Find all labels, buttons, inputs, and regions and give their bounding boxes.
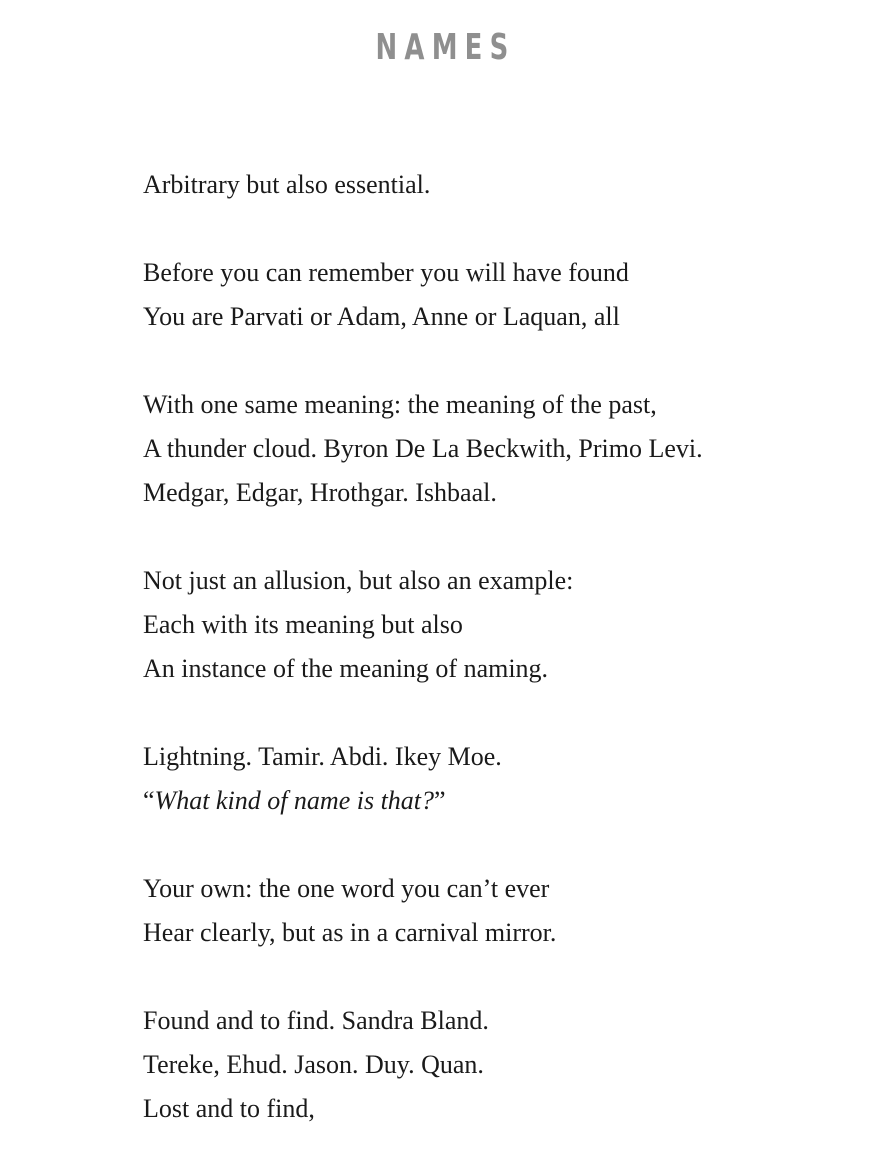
poem-line: Each with its meaning but also — [143, 610, 463, 639]
poem-line: You are Parvati or Adam, Anne or Laquan, all — [143, 302, 620, 331]
close-quote: ” — [434, 786, 446, 815]
poem-line-quote — [143, 786, 446, 816]
poem-body — [143, 0, 863, 1154]
poem-line: Hear clearly, but as in a carnival mirror. — [143, 918, 557, 947]
poem-line: Your own: the one word you can’t ever — [143, 874, 550, 903]
poem-line: Not just an allusion, but also an example: — [143, 566, 574, 595]
poem-line: An instance of the meaning of naming. — [143, 654, 549, 683]
poem-line: Medgar, Edgar, Hrothgar. Ishbaal. — [143, 478, 497, 507]
quoted-question: What kind of name is that? — [154, 786, 435, 815]
poem-line: Tereke, Ehud. Jason. Duy. Quan. — [143, 1050, 484, 1079]
poem-line: A thunder cloud. Byron De La Beckwith, Primo Levi. — [143, 434, 703, 463]
poem-line: Found and to find. Sandra Bland. — [143, 1006, 489, 1035]
poem-title: NAMES — [375, 27, 516, 68]
poem-line: Before you can remember you will have found — [143, 258, 629, 287]
open-quote: “ — [143, 786, 155, 815]
poem-line: With one same meaning: the meaning of the past, — [143, 390, 657, 419]
poem-line: Lost and to find, — [143, 1094, 315, 1123]
poem-line: Lightning. Tamir. Abdi. Ikey Moe. — [143, 742, 502, 771]
poem-line: Arbitrary but also essential. — [143, 170, 431, 199]
